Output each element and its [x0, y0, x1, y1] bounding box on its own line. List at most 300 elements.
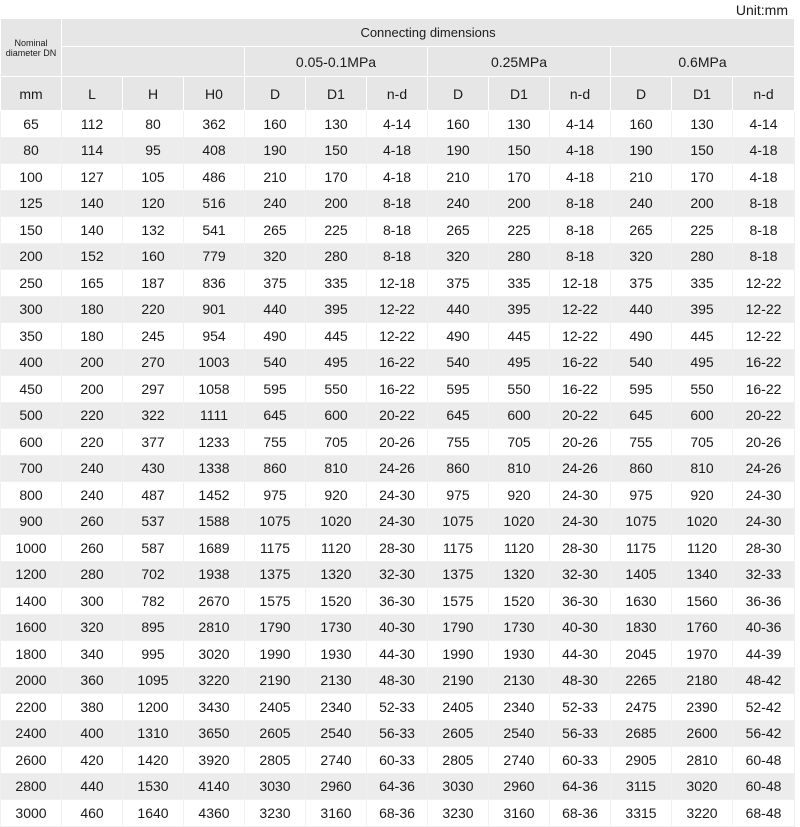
connecting-dimensions-header: Connecting dimensions [62, 19, 795, 47]
table-cell: 1560 [672, 588, 733, 615]
table-cell: 2810 [672, 747, 733, 774]
table-cell: 44-30 [367, 641, 428, 668]
table-cell: 540 [428, 349, 489, 376]
table-cell: 954 [184, 323, 245, 350]
table-cell: 1760 [672, 614, 733, 641]
table-cell: 20-26 [550, 429, 611, 456]
table-cell: 860 [245, 455, 306, 482]
table-cell: 1990 [428, 641, 489, 668]
table-cell: 645 [611, 402, 672, 429]
table-cell: 80 [123, 111, 184, 138]
table-cell: 260 [62, 508, 123, 535]
table-cell: 64-36 [550, 773, 611, 800]
table-cell: 200 [489, 190, 550, 217]
table-cell: 375 [245, 270, 306, 297]
table-cell: 2740 [489, 747, 550, 774]
table-cell: 240 [611, 190, 672, 217]
table-cell: 16-22 [367, 349, 428, 376]
table-cell: 320 [611, 243, 672, 270]
table-row [1, 482, 795, 509]
table-cell: 1588 [184, 508, 245, 535]
column-header: H [123, 77, 184, 111]
dimension-table [0, 18, 795, 827]
table-cell: 1020 [672, 508, 733, 535]
table-cell: 60-48 [733, 773, 795, 800]
table-cell: 645 [428, 402, 489, 429]
table-cell: 40-36 [733, 614, 795, 641]
table-cell: 300 [1, 296, 62, 323]
table-row [1, 296, 795, 323]
table-cell: 170 [489, 164, 550, 191]
table-cell: 1020 [306, 508, 367, 535]
table-cell: 140 [62, 190, 123, 217]
table-cell: 3020 [672, 773, 733, 800]
table-cell: 40-30 [550, 614, 611, 641]
table-cell: 8-18 [550, 190, 611, 217]
table-cell: 2405 [245, 694, 306, 721]
table-cell: 24-26 [367, 455, 428, 482]
table-cell: 600 [672, 402, 733, 429]
table-cell: 2670 [184, 588, 245, 615]
table-cell: 12-22 [367, 323, 428, 350]
table-row [1, 747, 795, 774]
table-cell: 24-30 [550, 482, 611, 509]
table-cell: 810 [489, 455, 550, 482]
table-cell: 1200 [123, 694, 184, 721]
table-cell: 2605 [428, 720, 489, 747]
column-header: D1 [489, 77, 550, 111]
table-row [1, 641, 795, 668]
table-cell: 44-39 [733, 641, 795, 668]
table-cell: 400 [62, 720, 123, 747]
table-cell: 779 [184, 243, 245, 270]
table-cell: 3315 [611, 800, 672, 827]
column-header-row [1, 77, 795, 111]
table-cell: 4-18 [550, 164, 611, 191]
table-row [1, 588, 795, 615]
table-cell: 200 [306, 190, 367, 217]
table-cell: 440 [611, 296, 672, 323]
table-cell: 1520 [306, 588, 367, 615]
table-row [1, 800, 795, 827]
table-cell: 2960 [306, 773, 367, 800]
table-cell: 377 [123, 429, 184, 456]
table-cell: 2960 [489, 773, 550, 800]
table-cell: 265 [245, 217, 306, 244]
table-cell: 24-30 [367, 508, 428, 535]
table-cell: 2905 [611, 747, 672, 774]
table-cell: 20-26 [733, 429, 795, 456]
table-cell: 600 [306, 402, 367, 429]
table-cell: 225 [489, 217, 550, 244]
table-cell: 68-36 [367, 800, 428, 827]
table-row [1, 164, 795, 191]
table-cell: 297 [123, 376, 184, 403]
table-cell: 460 [62, 800, 123, 827]
table-cell: 1730 [489, 614, 550, 641]
table-cell: 1120 [489, 535, 550, 562]
table-cell: 900 [1, 508, 62, 535]
table-cell: 8-18 [367, 190, 428, 217]
table-cell: 700 [1, 455, 62, 482]
table-row [1, 323, 795, 350]
table-cell: 20-22 [367, 402, 428, 429]
table-cell: 1020 [489, 508, 550, 535]
table-cell: 2540 [489, 720, 550, 747]
table-cell: 52-33 [367, 694, 428, 721]
table-cell: 44-30 [550, 641, 611, 668]
table-cell: 4-14 [550, 111, 611, 138]
column-header: D1 [306, 77, 367, 111]
table-cell: 1970 [672, 641, 733, 668]
table-cell: 995 [123, 641, 184, 668]
table-row [1, 773, 795, 800]
table-cell: 270 [123, 349, 184, 376]
table-cell: 1175 [611, 535, 672, 562]
table-cell: 445 [306, 323, 367, 350]
table-cell: 24-30 [733, 508, 795, 535]
table-cell: 2045 [611, 641, 672, 668]
table-cell: 3220 [184, 667, 245, 694]
table-cell: 160 [245, 111, 306, 138]
table-cell: 2200 [1, 694, 62, 721]
table-cell: 65 [1, 111, 62, 138]
table-cell: 595 [428, 376, 489, 403]
table-cell: 2180 [672, 667, 733, 694]
table-cell: 16-22 [550, 376, 611, 403]
table-cell: 1120 [306, 535, 367, 562]
table-cell: 4360 [184, 800, 245, 827]
table-cell: 60-33 [550, 747, 611, 774]
table-cell: 140 [62, 217, 123, 244]
table-cell: 28-30 [550, 535, 611, 562]
table-cell: 335 [672, 270, 733, 297]
table-cell: 20-22 [733, 402, 795, 429]
table-cell: 395 [306, 296, 367, 323]
table-cell: 2000 [1, 667, 62, 694]
table-cell: 901 [184, 296, 245, 323]
table-cell: 24-26 [733, 455, 795, 482]
table-cell: 12-22 [733, 323, 795, 350]
table-cell: 150 [672, 137, 733, 164]
table-cell: 2130 [489, 667, 550, 694]
table-cell: 250 [1, 270, 62, 297]
blank-header [62, 47, 245, 77]
table-cell: 8-18 [733, 190, 795, 217]
table-cell: 200 [62, 376, 123, 403]
table-cell: 187 [123, 270, 184, 297]
table-cell: 64-36 [367, 773, 428, 800]
table-cell: 4-18 [550, 137, 611, 164]
table-cell: 1420 [123, 747, 184, 774]
table-cell: 595 [245, 376, 306, 403]
table-cell: 705 [672, 429, 733, 456]
table-cell: 2605 [245, 720, 306, 747]
table-cell: 170 [306, 164, 367, 191]
table-row [1, 349, 795, 376]
pressure-header: 0.05-0.1MPa [245, 47, 428, 77]
table-cell: 12-22 [733, 270, 795, 297]
column-header: H0 [184, 77, 245, 111]
table-row [1, 614, 795, 641]
table-cell: 1310 [123, 720, 184, 747]
table-cell: 420 [62, 747, 123, 774]
table-cell: 486 [184, 164, 245, 191]
table-cell: 112 [62, 111, 123, 138]
table-cell: 860 [611, 455, 672, 482]
table-cell: 16-22 [733, 376, 795, 403]
table-row [1, 190, 795, 217]
column-header: n-d [550, 77, 611, 111]
table-cell: 12-22 [550, 323, 611, 350]
table-cell: 160 [123, 243, 184, 270]
table-cell: 1520 [489, 588, 550, 615]
table-cell: 190 [245, 137, 306, 164]
table-cell: 130 [306, 111, 367, 138]
table-cell: 705 [306, 429, 367, 456]
table-cell: 975 [428, 482, 489, 509]
table-cell: 975 [611, 482, 672, 509]
table-row [1, 720, 795, 747]
table-cell: 240 [62, 455, 123, 482]
table-cell: 28-30 [367, 535, 428, 562]
table-cell: 24-30 [550, 508, 611, 535]
table-cell: 541 [184, 217, 245, 244]
table-cell: 537 [123, 508, 184, 535]
table-cell: 550 [489, 376, 550, 403]
table-cell: 1930 [306, 641, 367, 668]
table-cell: 445 [489, 323, 550, 350]
table-cell: 320 [245, 243, 306, 270]
table-cell: 210 [245, 164, 306, 191]
table-row [1, 376, 795, 403]
table-cell: 1120 [672, 535, 733, 562]
table-row [1, 694, 795, 721]
table-cell: 220 [123, 296, 184, 323]
table-cell: 1075 [245, 508, 306, 535]
table-cell: 170 [672, 164, 733, 191]
table-cell: 860 [428, 455, 489, 482]
table-cell: 180 [62, 323, 123, 350]
table-cell: 395 [489, 296, 550, 323]
table-cell: 1003 [184, 349, 245, 376]
table-cell: 2685 [611, 720, 672, 747]
table-cell: 150 [306, 137, 367, 164]
table-cell: 190 [428, 137, 489, 164]
table-cell: 60-48 [733, 747, 795, 774]
table-cell: 165 [62, 270, 123, 297]
table-cell: 440 [428, 296, 489, 323]
table-cell: 782 [123, 588, 184, 615]
table-cell: 1000 [1, 535, 62, 562]
table-cell: 516 [184, 190, 245, 217]
table-cell: 280 [489, 243, 550, 270]
table-cell: 800 [1, 482, 62, 509]
table-cell: 440 [245, 296, 306, 323]
table-cell: 1790 [245, 614, 306, 641]
unit-label: Unit:mm [735, 2, 788, 18]
table-cell: 56-42 [733, 720, 795, 747]
table-row [1, 535, 795, 562]
table-cell: 2340 [489, 694, 550, 721]
table-cell: 755 [428, 429, 489, 456]
table-cell: 1095 [123, 667, 184, 694]
table-cell: 450 [1, 376, 62, 403]
table-cell: 280 [306, 243, 367, 270]
table-cell: 100 [1, 164, 62, 191]
table-cell: 1375 [428, 561, 489, 588]
table-cell: 1175 [245, 535, 306, 562]
table-cell: 200 [1, 243, 62, 270]
table-cell: 3650 [184, 720, 245, 747]
table-cell: 490 [611, 323, 672, 350]
table-cell: 160 [611, 111, 672, 138]
table-cell: 490 [245, 323, 306, 350]
table-row [1, 402, 795, 429]
table-cell: 1689 [184, 535, 245, 562]
table-row [1, 137, 795, 164]
table-cell: 1730 [306, 614, 367, 641]
table-cell: 48-30 [367, 667, 428, 694]
table-cell: 200 [672, 190, 733, 217]
table-cell: 3230 [428, 800, 489, 827]
dimension-table-container [0, 18, 794, 827]
table-cell: 440 [62, 773, 123, 800]
table-cell: 3030 [428, 773, 489, 800]
table-cell: 4-18 [733, 137, 795, 164]
table-cell: 375 [428, 270, 489, 297]
table-cell: 495 [672, 349, 733, 376]
table-cell: 120 [123, 190, 184, 217]
table-cell: 150 [489, 137, 550, 164]
table-cell: 150 [1, 217, 62, 244]
table-cell: 105 [123, 164, 184, 191]
table-cell: 1320 [306, 561, 367, 588]
table-cell: 3430 [184, 694, 245, 721]
table-cell: 200 [62, 349, 123, 376]
table-cell: 2475 [611, 694, 672, 721]
table-cell: 540 [611, 349, 672, 376]
table-cell: 587 [123, 535, 184, 562]
table-cell: 3020 [184, 641, 245, 668]
table-cell: 125 [1, 190, 62, 217]
table-cell: 322 [123, 402, 184, 429]
table-cell: 130 [672, 111, 733, 138]
table-cell: 280 [62, 561, 123, 588]
table-header [1, 19, 795, 111]
table-cell: 1375 [245, 561, 306, 588]
table-cell: 1233 [184, 429, 245, 456]
table-cell: 1111 [184, 402, 245, 429]
table-row [1, 111, 795, 138]
table-cell: 225 [672, 217, 733, 244]
table-cell: 220 [62, 429, 123, 456]
table-cell: 895 [123, 614, 184, 641]
table-cell: 160 [428, 111, 489, 138]
table-cell: 40-30 [367, 614, 428, 641]
table-cell: 1530 [123, 773, 184, 800]
table-cell: 16-22 [733, 349, 795, 376]
table-cell: 920 [672, 482, 733, 509]
table-cell: 8-18 [367, 217, 428, 244]
table-cell: 430 [123, 455, 184, 482]
table-cell: 2805 [428, 747, 489, 774]
table-cell: 95 [123, 137, 184, 164]
table-row [1, 270, 795, 297]
table-cell: 2405 [428, 694, 489, 721]
table-cell: 2805 [245, 747, 306, 774]
table-cell: 132 [123, 217, 184, 244]
table-cell: 362 [184, 111, 245, 138]
table-cell: 3115 [611, 773, 672, 800]
table-cell: 12-18 [550, 270, 611, 297]
table-cell: 705 [489, 429, 550, 456]
table-cell: 1075 [428, 508, 489, 535]
table-cell: 225 [306, 217, 367, 244]
table-cell: 4-18 [733, 164, 795, 191]
table-cell: 1600 [1, 614, 62, 641]
pressure-header: 0.6MPa [611, 47, 795, 77]
table-cell: 68-36 [550, 800, 611, 827]
table-cell: 1800 [1, 641, 62, 668]
table-cell: 220 [62, 402, 123, 429]
table-cell: 265 [611, 217, 672, 244]
table-cell: 1340 [672, 561, 733, 588]
table-cell: 240 [62, 482, 123, 509]
table-cell: 180 [62, 296, 123, 323]
table-cell: 20-22 [550, 402, 611, 429]
table-cell: 280 [672, 243, 733, 270]
table-cell: 2340 [306, 694, 367, 721]
table-cell: 1575 [428, 588, 489, 615]
table-cell: 210 [611, 164, 672, 191]
table-cell: 32-30 [550, 561, 611, 588]
column-header: D [245, 77, 306, 111]
table-cell: 52-33 [550, 694, 611, 721]
table-cell: 300 [62, 588, 123, 615]
table-cell: 500 [1, 402, 62, 429]
column-header: D [611, 77, 672, 111]
table-body [1, 111, 795, 827]
table-cell: 810 [672, 455, 733, 482]
table-cell: 1400 [1, 588, 62, 615]
table-cell: 495 [489, 349, 550, 376]
table-cell: 3160 [306, 800, 367, 827]
table-cell: 3000 [1, 800, 62, 827]
table-cell: 245 [123, 323, 184, 350]
table-cell: 595 [611, 376, 672, 403]
table-cell: 16-22 [367, 376, 428, 403]
table-cell: 16-22 [550, 349, 611, 376]
table-cell: 190 [611, 137, 672, 164]
table-cell: 28-30 [733, 535, 795, 562]
table-cell: 260 [62, 535, 123, 562]
table-cell: 1630 [611, 588, 672, 615]
column-header: n-d [733, 77, 795, 111]
table-cell: 56-33 [367, 720, 428, 747]
table-cell: 48-30 [550, 667, 611, 694]
table-cell: 68-48 [733, 800, 795, 827]
pressure-header: 0.25MPa [428, 47, 611, 77]
table-cell: 4-14 [733, 111, 795, 138]
table-cell: 8-18 [550, 217, 611, 244]
table-cell: 755 [245, 429, 306, 456]
table-cell: 32-33 [733, 561, 795, 588]
table-cell: 12-22 [367, 296, 428, 323]
table-cell: 12-22 [733, 296, 795, 323]
table-cell: 3230 [245, 800, 306, 827]
table-cell: 8-18 [550, 243, 611, 270]
